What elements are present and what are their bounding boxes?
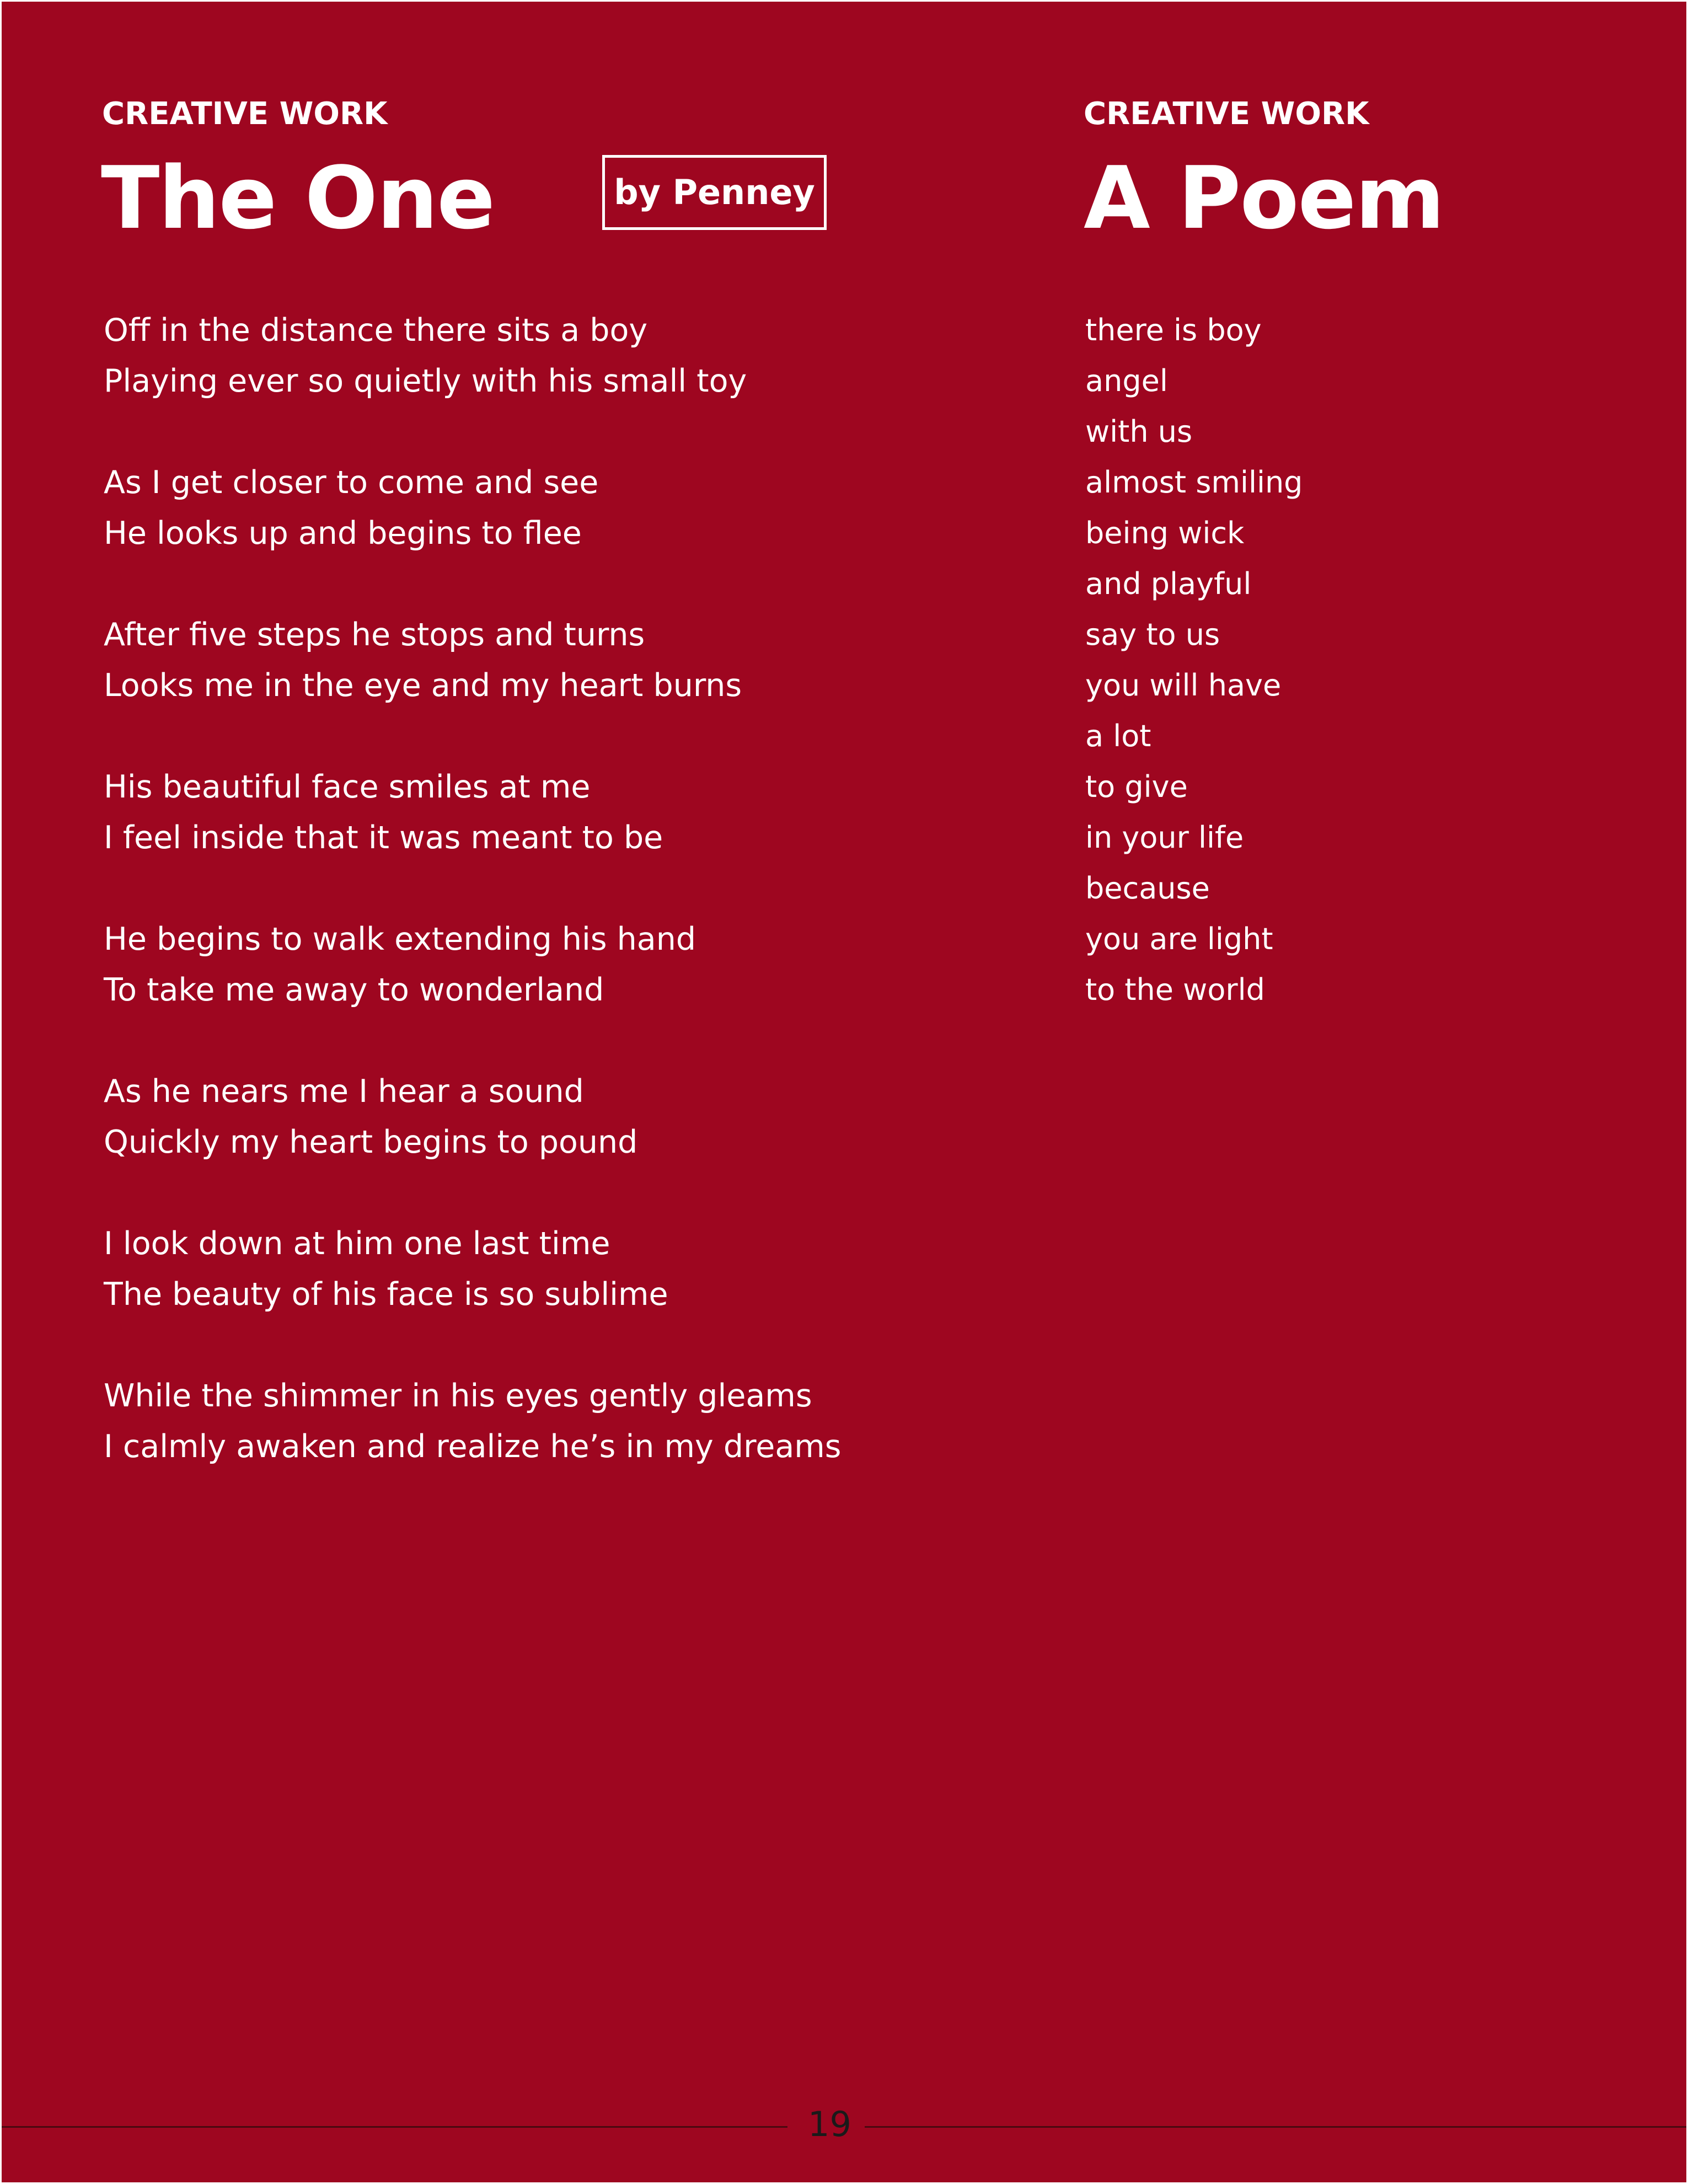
- stanza: [104, 457, 986, 559]
- poem-line: He looks up and begins to flee: [104, 515, 582, 552]
- poem-line: To take me away to wonderland: [104, 972, 604, 1008]
- stanza: [104, 762, 986, 863]
- poem-line: He begins to walk extending his hand: [104, 921, 696, 957]
- right-section-kicker: CREATIVE WORK: [1084, 96, 1369, 132]
- left-section-kicker: CREATIVE WORK: [102, 96, 388, 132]
- poem-line: I look down at him one last time: [104, 1225, 610, 1262]
- footer-rule-right: [865, 2126, 1686, 2128]
- stanza: [104, 1066, 986, 1168]
- stanza: [104, 1371, 986, 1472]
- stanza: [104, 609, 986, 711]
- poem-line: with us: [1085, 414, 1193, 449]
- poem-line: Playing ever so quietly with his small toy: [104, 363, 747, 399]
- poem-line: you are light: [1085, 922, 1273, 956]
- poem-line: Off in the distance there sits a boy: [104, 312, 648, 349]
- poem-line: Quickly my heart begins to pound: [104, 1124, 638, 1160]
- poem-line: and playful: [1085, 566, 1252, 601]
- byline: by Penney: [614, 172, 815, 212]
- poem-line: a lot: [1085, 719, 1151, 753]
- page-number: 19: [808, 2104, 851, 2144]
- left-poem-body: [104, 305, 986, 1523]
- right-poem-body: [1085, 305, 1582, 1015]
- stanza: [104, 914, 986, 1015]
- poem-line: Looks me in the eye and my heart burns: [104, 667, 742, 704]
- poem-line: As I get closer to come and see: [104, 464, 599, 501]
- poem-line: because: [1085, 871, 1210, 906]
- stanza: [104, 1218, 986, 1320]
- poem-line: say to us: [1085, 617, 1220, 652]
- poem-line: After five steps he stops and turns: [104, 617, 645, 653]
- footer-rule-left: [2, 2126, 787, 2128]
- poem-line: I calmly awaken and realize he’s in my dreams: [104, 1428, 842, 1465]
- magazine-page: [2, 2, 1686, 2182]
- poem-line: to the world: [1085, 972, 1265, 1007]
- poem-line: being wick: [1085, 516, 1245, 550]
- left-poem-title: The One: [101, 148, 495, 248]
- poem-line: His beautiful face smiles at me: [104, 769, 591, 805]
- poem-line: angel: [1085, 363, 1168, 398]
- poem-line: The beauty of his face is so sublime: [104, 1276, 668, 1313]
- poem-line: you will have: [1085, 668, 1282, 703]
- right-poem-title: A Poem: [1084, 148, 1444, 248]
- poem-line: there is boy: [1085, 313, 1262, 347]
- poem-line: almost smiling: [1085, 465, 1303, 500]
- poem-line: As he nears me I hear a sound: [104, 1073, 584, 1110]
- byline-box: [602, 155, 827, 230]
- poem-line: While the shimmer in his eyes gently gleams: [104, 1378, 812, 1414]
- stanza: [104, 305, 986, 406]
- poem-line: in your life: [1085, 820, 1244, 855]
- poem-line: to give: [1085, 769, 1188, 804]
- poem-line: I feel inside that it was meant to be: [104, 820, 663, 856]
